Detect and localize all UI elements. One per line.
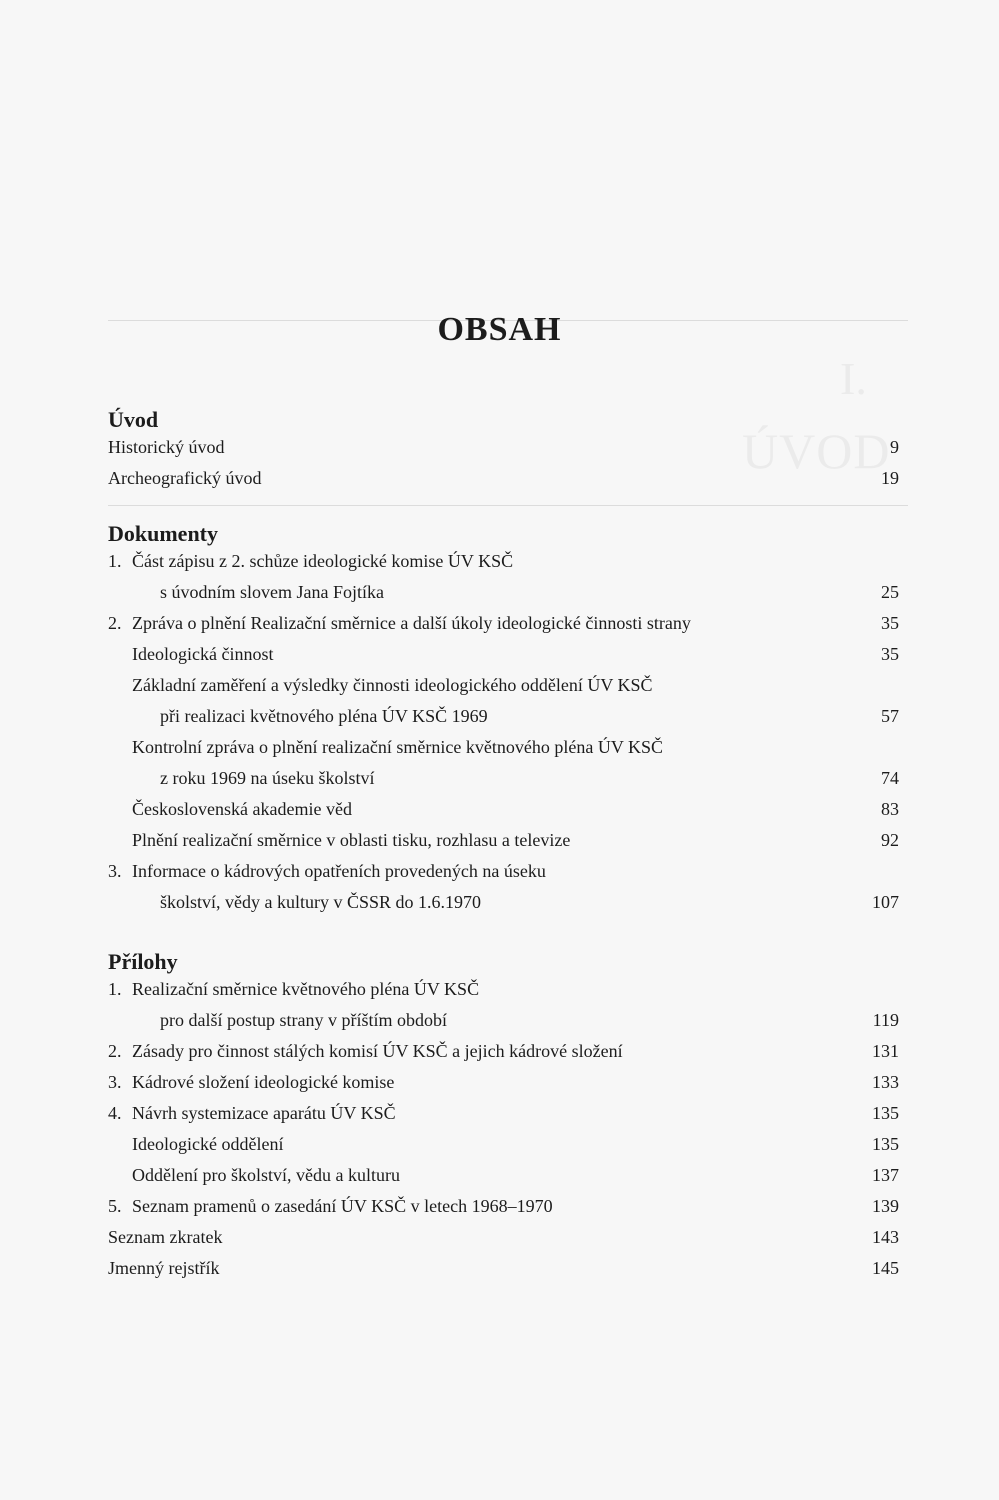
toc-entry — [108, 1036, 899, 1067]
entry-number: 3. — [108, 1072, 122, 1092]
toc-subentry — [108, 639, 899, 670]
toc-subentry — [108, 670, 899, 701]
toc-subentry — [108, 794, 899, 825]
entry-title: Seznam pramenů o zasedání ÚV KSČ v letech 1968–1970 — [132, 1196, 553, 1216]
entry-title: Historický úvod — [108, 437, 225, 457]
entry-title: Ideologické oddělení — [132, 1134, 284, 1154]
entry-page: 135 — [872, 1134, 899, 1154]
toc-entry — [108, 608, 899, 639]
page-title: OBSAH — [437, 311, 562, 348]
entry-page: 145 — [872, 1258, 899, 1278]
toc-entry — [108, 1098, 899, 1129]
entry-page: 135 — [872, 1103, 899, 1123]
entry-title: Informace o kádrových opatřeních provedených na úseku — [132, 861, 546, 881]
entry-title: pro další postup strany v příštím období — [160, 1010, 447, 1030]
entry-number: 5. — [108, 1196, 122, 1216]
entry-page: 143 — [872, 1227, 899, 1247]
toc-subentry — [108, 825, 899, 856]
entry-number: 2. — [108, 613, 122, 633]
entry-page: 107 — [872, 892, 899, 912]
toc-entry — [108, 974, 899, 1005]
entry-page: 139 — [872, 1196, 899, 1216]
toc-subentry — [108, 1129, 899, 1160]
entry-page: 9 — [890, 437, 899, 457]
entry-page: 74 — [881, 768, 899, 788]
entry-title: školství, vědy a kultury v ČSSR do 1.6.1970 — [160, 892, 482, 912]
entry-title: Československá akademie věd — [132, 799, 352, 819]
entry-title: při realizaci květnového pléna ÚV KSČ 1969 — [160, 706, 488, 726]
entry-page: 25 — [881, 582, 899, 602]
entry-title: Základní zaměření a výsledky činnosti ideologického oddělení ÚV KSČ — [132, 675, 653, 695]
section-heading-uvod: Úvod — [108, 407, 159, 432]
entry-title: Realizační směrnice květnového pléna ÚV KSČ — [132, 979, 480, 999]
entry-page: 57 — [881, 706, 899, 726]
entry-number: 2. — [108, 1041, 122, 1061]
entry-page: 35 — [881, 613, 899, 633]
entry-page: 19 — [881, 468, 899, 488]
toc-entry — [108, 1253, 899, 1284]
toc-entry — [108, 1067, 899, 1098]
toc-entry-continuation — [108, 763, 899, 794]
entry-page: 119 — [872, 1010, 899, 1030]
toc-entry — [108, 432, 899, 463]
toc-entry-continuation — [108, 701, 899, 732]
entry-title: Kádrové složení ideologické komise — [132, 1072, 395, 1092]
section-heading-prilohy: Přílohy — [108, 949, 178, 974]
show-through-word: ÚVOD — [742, 423, 891, 479]
table-of-contents — [108, 400, 899, 1284]
show-through-numeral: I. — [840, 353, 867, 404]
entry-title: Zpráva o plnění Realizační směrnice a další úkoly ideologické činnosti strany — [132, 613, 691, 633]
toc-entry — [108, 463, 899, 494]
entry-number: 1. — [108, 551, 122, 571]
toc-subentry — [108, 1160, 899, 1191]
toc-entry-continuation — [108, 1005, 899, 1036]
entry-title: Část zápisu z 2. schůze ideologické komise ÚV KSČ — [132, 551, 514, 571]
toc-entry — [108, 1191, 899, 1222]
entry-title: Oddělení pro školství, vědu a kulturu — [132, 1165, 400, 1185]
entry-number: 4. — [108, 1103, 122, 1123]
entry-page: 137 — [872, 1165, 899, 1185]
section-heading-dokumenty: Dokumenty — [108, 521, 219, 546]
entry-title: Jmenný rejstřík — [108, 1258, 220, 1278]
entry-title: Kontrolní zpráva o plnění realizační směrnice květnového pléna ÚV KSČ — [132, 737, 664, 757]
entry-title: s úvodním slovem Jana Fojtíka — [160, 582, 384, 602]
entry-page: 131 — [872, 1041, 899, 1061]
toc-entry-continuation — [108, 577, 899, 608]
entry-number: 3. — [108, 861, 122, 881]
entry-title: Zásady pro činnost stálých komisí ÚV KSČ a jejich kádrové složení — [132, 1041, 623, 1061]
entry-page: 92 — [881, 830, 899, 850]
entry-page: 133 — [872, 1072, 899, 1092]
toc-subentry — [108, 732, 899, 763]
entry-number: 1. — [108, 979, 122, 999]
entry-page: 83 — [881, 799, 899, 819]
toc-entry-continuation — [108, 887, 899, 918]
toc-entry — [108, 856, 899, 887]
entry-page: 35 — [881, 644, 899, 664]
entry-title: Ideologická činnost — [132, 644, 274, 664]
entry-title: Seznam zkratek — [108, 1227, 223, 1247]
entry-title: Návrh systemizace aparátu ÚV KSČ — [132, 1103, 396, 1123]
entry-title: Archeografický úvod — [108, 468, 262, 488]
toc-entry — [108, 1222, 899, 1253]
toc-entry — [108, 546, 899, 577]
entry-title: Plnění realizační směrnice v oblasti tisku, rozhlasu a televize — [132, 830, 571, 850]
entry-title: z roku 1969 na úseku školství — [160, 768, 375, 788]
